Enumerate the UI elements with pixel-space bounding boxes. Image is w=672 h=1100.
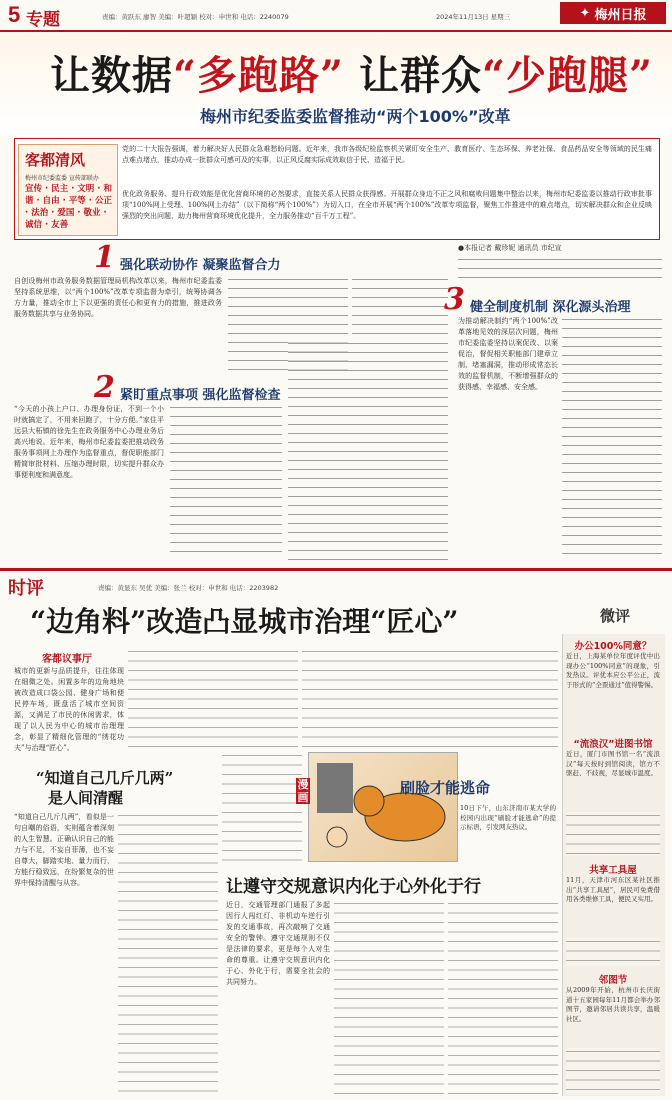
sidebar-title-4: 邻图节 (598, 975, 628, 986)
column-brand-box (18, 144, 118, 236)
section-3-title: 健全制度机制 深化源头治理 (470, 300, 631, 315)
section-2-text-columns (170, 404, 282, 560)
section-1-text-columns-2 (352, 276, 448, 336)
cartoon-label: 漫画 (297, 778, 309, 804)
headline-part-3: 让群众 (344, 52, 482, 99)
credits-line: 责编：黄跃东 廖智 美编：叶超颖 校对：申世和 电话：2240079 (102, 13, 289, 21)
opinion-article-3-columns (334, 900, 444, 1096)
section-2-title: 紧盯重点事项 强化监督检查 (120, 388, 281, 403)
sidebar-text-3-more (566, 938, 660, 966)
opinion-credits: 责编：黄显东 吴优 美编：张兰 校对：申世和 电话：2203982 (98, 584, 279, 592)
sidebar-text-1: 近日，上海某单位年度评优中出现办公“100%同意”的现象，引发热议。评优本应公平公正，流于形式的“全票通过”值得警惕。 (566, 652, 660, 689)
section-1-text-right (458, 256, 662, 280)
section-3-number: 3 (444, 282, 465, 317)
opinion-article-2-columns (118, 812, 218, 1096)
sidebar-text-3: 11月，天津市河东区某社区推出“共享工具屋”，居民可免费借用各类维修工具，便民又实用。 (566, 876, 660, 903)
intro-paragraph-2: 优化政务服务、提升行政效能是优化营商环境的必然要求，直接关系人民群众获得感。开展群众身边不正之风和腐败问题集中整治以来，梅州市纪委监委以推动行政审批事项“100%网上受理、100%网上办结”（以下简称“两个100%”）为切入口，在全市开展“两个100%”改革专项监督，聚焦工作推进中的难点堵点，切实解决群众和企业反映强烈的突出问题，助力梅州营商环境优化提升，全力服务推动“百千万工程”。 (122, 190, 652, 220)
cartoon-illustration (309, 753, 457, 861)
intro-paragraph-1: 党的二十大报告强调，着力解决好人民群众急难愁盼问题。近年来，我市各级纪检监察机关紧盯安全生产、教育医疗、生态环保、养老社保、食品药品安全等领域的民生痛点难点堵点，推动办成一批群众可感可及的实事，以正风反腐实际成效取信于民、造福于民。 (122, 145, 652, 164)
headline-part-2: “多跑路” (173, 52, 345, 99)
section-1-title: 强化联动协作 凝聚监督合力 (120, 258, 281, 273)
opinion-headline-2a: “知道自己几斤几两” (36, 769, 174, 787)
section-title: 专题 (26, 10, 60, 30)
sidebar-title-1: 办公100%同意？ (574, 641, 652, 652)
opinion-article-3-columns-2 (448, 900, 558, 1096)
section-3-text: 为推动解决制约“两个100%”改革落地见效的深层次问题，梅州市纪委监委坚持以案促改、以案促治，督促相关职能部门建章立制、堵塞漏洞，推动形成常态长效的监督机制，不断增强群众的获得感、幸福感、安全感。 (458, 317, 558, 391)
opinion-headline-3: 让遵守交规意识内化于心外化于行 (226, 877, 481, 897)
section-3-text-columns (562, 316, 662, 560)
issue-date: 2024年11月13日 星期三 (436, 13, 511, 21)
headline-part-1: 让数据 (50, 52, 173, 99)
opinion-article-2-columns-2 (222, 752, 302, 862)
sidebar-text-4: 从2009年开始，杭州市长庆街道十五家园每年11月都会举办邻图节，邀请邻居共读共享，温暖社区。 (566, 986, 660, 1023)
sidebar-text-2-more (566, 812, 660, 856)
cartoon-tiger-head (354, 786, 384, 816)
feature-subheadline: 梅州市纪委监委监督推动“两个100%”改革 (200, 107, 511, 126)
feature-headline (50, 44, 653, 101)
page-number: 5 (8, 2, 21, 27)
column-brand-title: 客都清风 (25, 151, 86, 169)
opinion-article-2: “知道自己几斤几两”，看似是一句自嘲的俗语，实则蕴含着深刻的人生智慧。正确认识自己的能力与不足，不妄自菲薄，也不妄自尊大，脚踏实地、量力而行，方能行稳致远，在纷繁复杂的世界中保持清醒与从容。 (14, 813, 114, 887)
paper-name: 梅州日报 (594, 7, 647, 23)
opinion-article-1-columns-2 (302, 648, 558, 748)
cartoon-caption: 10日下午，山东济南市某大学的校园内出现“刷脸才能逃命”的提示标语，引发网友热议。 (460, 804, 556, 831)
cartoon-scanner (317, 763, 353, 813)
sidebar-title-2: “流浪汉”进图书馆 (573, 739, 653, 750)
column-brand-keywords: 宣传 · 民主 · 文明 · 和谐 · 自由 · 平等 · 公正 · 法治 · 爱国 · 敬业 · 诚信 · 友善 (25, 184, 112, 230)
paper-logo (560, 2, 666, 24)
sidebar-text-2: 近日，厦门市图书馆一名“流浪汉”每天按时到馆阅读，馆方不驱赶、不歧视，尽显城市温度。 (566, 750, 660, 777)
masthead (0, 0, 672, 32)
opinion-divider (0, 568, 672, 571)
headline-part-4: “少跑腿” (481, 52, 653, 99)
section-2-number: 2 (94, 370, 115, 405)
sidebar-title-3: 共享工具屋 (589, 865, 637, 876)
paper-logo-icon: ✦ (579, 5, 591, 21)
opinion-headline: “边角料”改造凸显城市治理“匠心” (30, 605, 459, 638)
cartoon-title: 刷脸才能逃命 (400, 779, 491, 797)
section-1-text: 自创设梅州市政务服务数据管理局机构改革以来，梅州市纪委监委坚持系统思维，以“两个100%”改革专项监督为牵引，统筹协调各方力量，推动全市上下以更强的责任心和更有力的措施，推进政务服务数据共享与业务协同。 (14, 277, 222, 318)
cartoon-image (308, 752, 458, 862)
opinion-article-1-columns (128, 648, 298, 748)
column-logo: 客都议事厅 (42, 654, 92, 665)
cartoon-person (327, 827, 347, 847)
opinion-section-title: 时评 (8, 578, 44, 599)
micro-comment-label: 微评 (600, 607, 631, 625)
opinion-article-1: 城市的更新与品质提升，往往体现在细微之处。闲置多年的边角地块被改造成口袋公园、健身广场和便民停车场，既盘活了城市空间资源，又满足了市民的休闲需求，体现了以人民为中心的城市治理理念，彰显了精细化管理的“绣花功夫”与治理“匠心”。 (14, 667, 124, 752)
sidebar-text-4-more (566, 1048, 660, 1094)
column-brand-sub: 梅州市纪委监委 宣传部联办 (25, 175, 99, 182)
section-2-text-columns-2 (288, 340, 448, 560)
opinion-article-3: 近日，交通管理部门通报了多起因行人闯红灯、非机动车逆行引发的交通事故，再次敲响了交通安全的警钟。遵守交通规则不仅是法律的要求，更是每个人对生命的尊重。让遵守交规意识内化于心、外化于行，需要全社会的共同努力。 (226, 901, 330, 986)
section-1-number: 1 (94, 240, 115, 275)
opinion-headline-2b: 是人间清醒 (48, 789, 124, 807)
byline: ●本报记者 戴珍妮 通讯员 市纪宣 (458, 244, 562, 252)
section-2-text: “今天的小孩上户口、办理身份证，不到一个小时就搞定了，不用来回跑了，十分方便。”家住平远县大柘镇的徐先生在政务服务中心办理业务后高兴地说。近年来，梅州市纪委监委把推动政务服务事项网上办理作为监督重点，督促职能部门精简审批材料、压缩办理时限，切实提升群众办事便利度和满意度。 (14, 405, 164, 479)
